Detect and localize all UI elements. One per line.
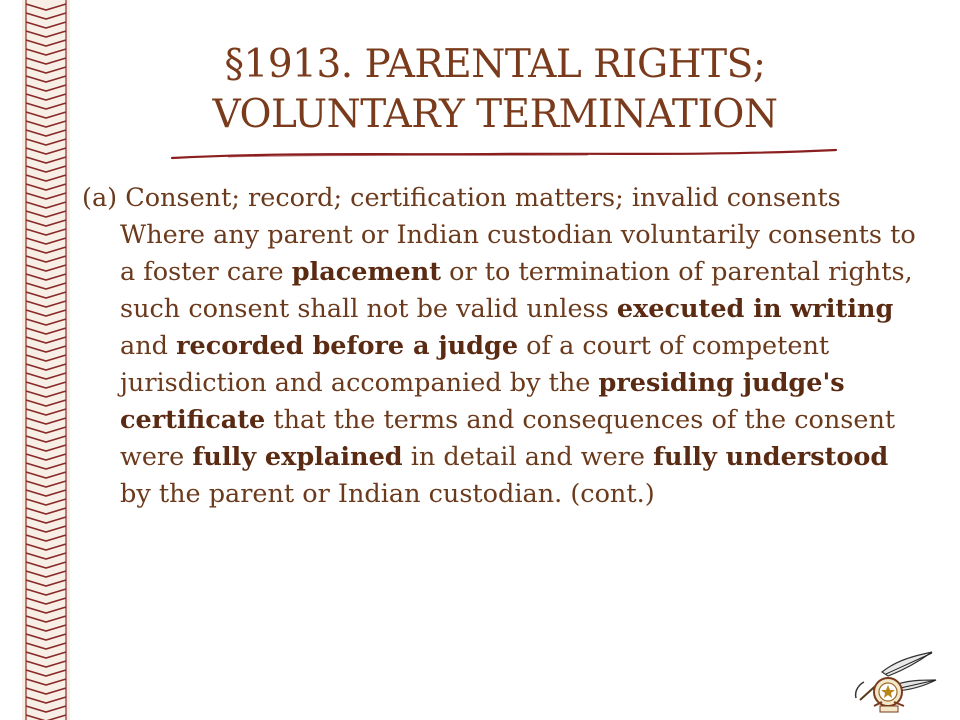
body-paragraph — [82, 217, 922, 513]
text-run: in detail and were — [402, 442, 654, 472]
feather-seal-icon — [852, 650, 938, 716]
text-run: Where any parent or Indian custodian voluntarily consents to a foster care — [120, 220, 916, 287]
text-run: or to termination of parental rights, such consent shall not be valid unless — [120, 257, 913, 324]
text-run: that the terms and consequences of the consent were — [120, 405, 896, 472]
decorative-border-strip — [22, 0, 70, 720]
text-run: and — [120, 331, 177, 361]
slide-body — [82, 180, 922, 513]
title-line-2: VOLUNTARY TERMINATION — [212, 92, 778, 137]
emphasized-phrase: presiding judge's certificate — [120, 368, 845, 435]
text-run: of a court of competent jurisdiction and accompanied by the — [120, 331, 830, 398]
emphasized-phrase: executed in writing — [616, 294, 894, 324]
emphasized-phrase: fully explained — [192, 442, 403, 472]
title-line-1: §1913. PARENTAL RIGHTS; — [224, 42, 766, 87]
title-underline-rule — [168, 146, 840, 166]
emphasized-phrase: fully understood — [653, 442, 889, 472]
slide-title — [100, 40, 890, 140]
emphasized-phrase: recorded before a judge — [176, 331, 519, 361]
zigzag-pattern — [22, 0, 70, 720]
subheading: (a) Consent; record; certification matters; invalid consents — [82, 183, 841, 213]
emphasized-phrase: placement — [291, 257, 442, 287]
text-run: by the parent or Indian custodian. (cont.) — [120, 479, 655, 509]
